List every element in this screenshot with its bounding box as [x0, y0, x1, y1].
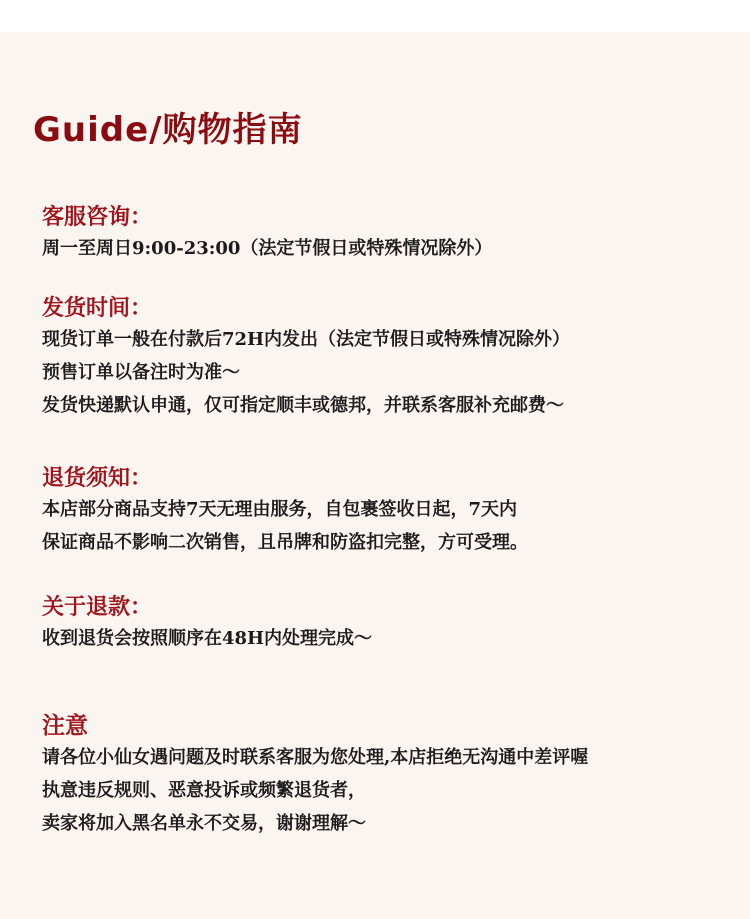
section-notice: [42, 711, 588, 840]
section-heading-customer-service: 客服咨询：: [42, 204, 153, 230]
section-body-customer-service: [42, 232, 492, 265]
notice-line-blacklist: 卖家将加入黑名单永不交易，谢谢理解～: [42, 813, 366, 834]
notice-line-violation: 执意违反规则、恶意投诉或频繁退货者，: [42, 780, 366, 801]
section-body-refund: [42, 622, 372, 655]
section-heading-return-policy: 退货须知：: [42, 465, 153, 491]
section-refund: [42, 592, 372, 655]
shipping-line-presale: 预售订单以备注时为准～: [42, 362, 240, 383]
section-return-policy: [42, 463, 528, 559]
section-heading-notice: 注意: [42, 712, 88, 739]
section-customer-service: [42, 202, 492, 265]
notice-line-contact: 请各位小仙女遇问题及时联系客服为您处理,本店拒绝无沟通中差评喔: [42, 747, 589, 768]
shipping-line-courier: 发货快递默认申通，仅可指定顺丰或德邦，并联系客服补充邮费～: [42, 395, 564, 416]
section-body-return-policy: [42, 493, 528, 559]
return-line-7-days: 本店部分商品支持7天无理由服务，自包裹签收日起，7天内: [42, 499, 518, 520]
section-body-notice: [42, 741, 588, 840]
refund-line: 收到退货会按照顺序在48H内处理完成～: [42, 628, 373, 649]
service-hours-line: 周一至周日9:00-23:00（法定节假日或特殊情况除外）: [42, 238, 493, 259]
section-heading-shipping-time: 发货时间：: [42, 295, 153, 321]
section-shipping-time: [42, 293, 570, 422]
return-line-condition: 保证商品不影响二次销售，且吊牌和防盗扣完整，方可受理。: [42, 532, 528, 553]
section-heading-refund: 关于退款：: [42, 594, 153, 620]
shipping-line-stock: 现货订单一般在付款后72H内发出（法定节假日或特殊情况除外）: [42, 329, 571, 350]
section-body-shipping-time: [42, 323, 570, 422]
page-title: Guide/购物指南: [33, 110, 303, 150]
